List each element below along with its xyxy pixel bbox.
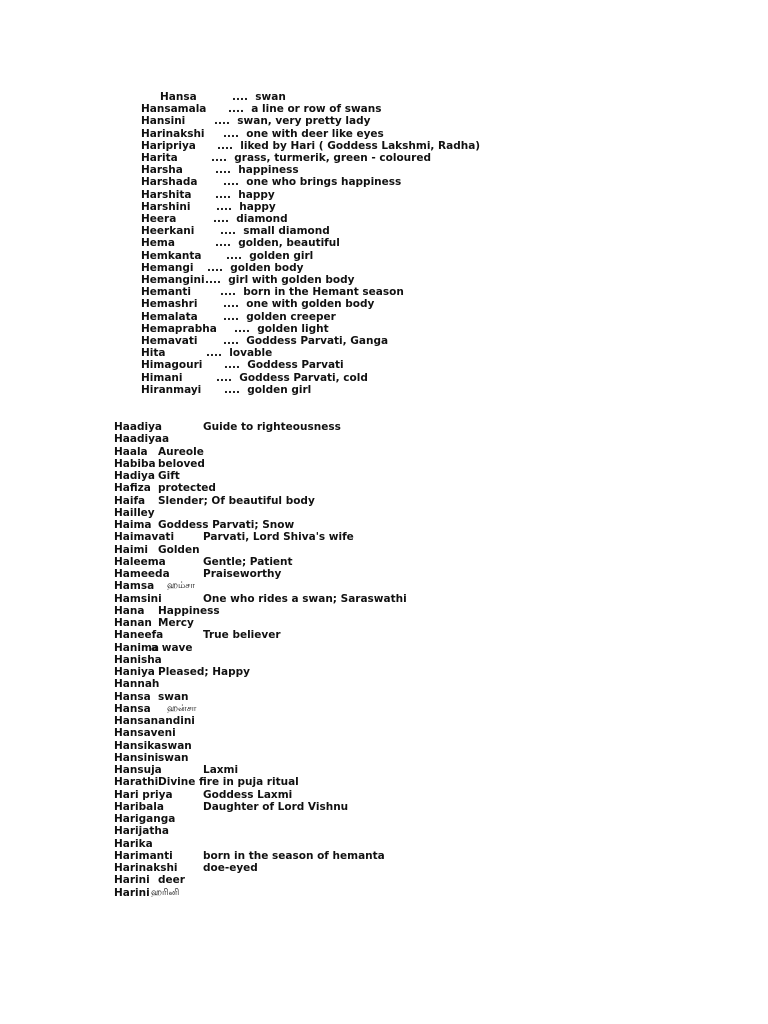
entry-separator: ....: [232, 91, 248, 103]
entry-meaning: [223, 128, 384, 140]
entry-name: Hema: [141, 237, 175, 250]
entry-separator: ....: [216, 371, 232, 384]
entry-meaning: [220, 286, 404, 298]
entry-meaning: Mercy: [158, 617, 194, 629]
entry-meaning: [206, 347, 272, 359]
entry-name: Harini: [114, 886, 150, 899]
entry-meaning: [226, 250, 313, 262]
entry-meaning: swan: [158, 751, 189, 764]
entry-meaning: [216, 372, 368, 384]
entry-name: Hansanandini: [114, 715, 195, 727]
entry-meaning: [214, 115, 370, 127]
entry-separator: ....: [207, 261, 223, 274]
entry-name: Hemangini: [141, 274, 205, 286]
entry-name: Haribala: [114, 800, 164, 813]
entry-meaning-text: swan, very pretty lady: [237, 115, 371, 128]
entry-name: Hansaveni: [114, 727, 176, 740]
entry-meaning: Gentle; Patient: [203, 555, 293, 568]
entry-meaning-text: golden body: [230, 261, 304, 274]
entry-meaning-text: golden, beautiful: [238, 237, 340, 250]
entry-separator: ....: [216, 200, 232, 213]
entry-name: Haadiya: [114, 421, 163, 433]
entry-meaning: Guide to righteousness: [203, 421, 341, 433]
entry-meaning-text: small diamond: [243, 225, 330, 238]
entry-name: Haala: [114, 445, 148, 458]
entry-meaning-text: Goddess Parvati, Ganga: [246, 335, 389, 347]
entry-meaning: One who rides a swan; Saraswathi: [203, 592, 407, 605]
entry-name: Hiranmayi: [141, 383, 202, 396]
entry-separator: ....: [223, 298, 239, 311]
entry-name: Hadiya: [114, 470, 155, 482]
entry-name: Hameeda: [114, 568, 170, 580]
entry-meaning: [223, 176, 401, 188]
entry-name: Himani: [141, 371, 183, 384]
entry-meaning-text: diamond: [236, 213, 288, 225]
entry-name: Haleema: [114, 555, 166, 568]
entry-name: Haripriya: [141, 139, 196, 152]
entry-meaning: [213, 213, 288, 225]
entry-separator: ....: [226, 249, 242, 262]
entry-name: Hemangi: [141, 261, 194, 274]
entry-name: Harinakshi: [114, 862, 178, 874]
entry-name: Haima: [114, 519, 152, 531]
entry-meaning: [217, 140, 480, 152]
entry-meaning: [232, 91, 286, 103]
entry-name: Heerkani: [141, 225, 195, 238]
entry-meaning-text: golden girl: [249, 249, 314, 262]
entry-meaning: Divine fire in puja ritual: [158, 776, 299, 789]
entry-name: Harimanti: [114, 849, 173, 862]
entry-meaning-text: born in the Hemant season: [243, 286, 404, 299]
entry-meaning: Goddess Laxmi: [203, 788, 293, 801]
entry-name: Hemavati: [141, 335, 198, 347]
entry-meaning: [228, 103, 381, 115]
entry-name: Hansamala: [141, 103, 207, 116]
entry-meaning-text: Goddess Parvati: [247, 359, 344, 372]
entry-name: Harinakshi: [141, 127, 205, 140]
entry-name: Hemaprabha: [141, 322, 217, 335]
entry-separator: ....: [215, 188, 231, 201]
entry-name: Harshini: [141, 200, 191, 213]
entry-name: Hana: [114, 604, 145, 617]
entry-separator: ....: [214, 115, 230, 128]
entry-meaning: True believer: [203, 629, 281, 642]
entry-meaning-text: happy: [238, 188, 275, 201]
entry-name: Hemashri: [141, 298, 198, 311]
entry-meaning: ஹம்சா: [167, 581, 195, 592]
entry-separator: ....: [211, 152, 227, 164]
entry-name: Harika: [114, 837, 153, 850]
entry-meaning-text: one who brings happiness: [246, 176, 402, 189]
entry-name: Hanan: [114, 617, 152, 629]
entry-separator: ....: [223, 335, 239, 347]
entry-meaning-text: girl with golden body: [228, 274, 355, 286]
entry-separator: ....: [223, 310, 239, 323]
entry-meaning: [234, 323, 329, 335]
entry-name: Hannah: [114, 678, 160, 691]
entry-meaning: [215, 164, 299, 176]
entry-meaning: [223, 311, 336, 323]
entry-name: Harshita: [141, 188, 192, 201]
entry-meaning: [216, 201, 276, 213]
entry-meaning: doe-eyed: [203, 862, 258, 874]
entry-meaning: a wave: [151, 641, 193, 654]
entry-meaning-text: Goddess Parvati, cold: [239, 371, 368, 384]
entry-name: Haniya: [114, 666, 155, 678]
entry-name: Hanima: [114, 641, 159, 654]
entry-meaning: Daughter of Lord Vishnu: [203, 800, 349, 813]
entry-meaning-text: happy: [239, 200, 276, 213]
entry-separator: ....: [213, 213, 229, 225]
entry-separator: ....: [217, 139, 233, 152]
entry-name: Harshada: [141, 176, 198, 189]
entry-name: Hari priya: [114, 788, 173, 801]
entry-name: Hansini: [114, 751, 159, 764]
entry-name: Hansikaswan: [114, 739, 192, 752]
entry-separator: ....: [223, 127, 239, 140]
entry-name: Hansini: [141, 115, 186, 128]
entry-separator: ....: [215, 237, 231, 250]
entry-name: Harijatha: [114, 825, 169, 838]
entry-name: Hemalata: [141, 310, 198, 323]
entry-separator: ....: [234, 322, 250, 335]
entry-separator: ....: [215, 164, 231, 177]
entry-separator: ....: [220, 225, 236, 238]
entry-meaning: [223, 335, 388, 347]
entry-meaning: [224, 384, 311, 396]
entry-meaning: Slender; Of beautiful body: [158, 494, 315, 507]
entry-meaning: [205, 274, 354, 286]
entry-separator: ....: [223, 176, 239, 189]
entry-meaning: Praiseworthy: [203, 568, 282, 580]
entry-name: Hemkanta: [141, 249, 202, 262]
entry-meaning-text: golden creeper: [246, 310, 336, 323]
entry-meaning-text: grass, turmerik, green - coloured: [234, 152, 431, 164]
entry-meaning: Aureole: [158, 445, 204, 458]
entry-separator: ....: [224, 359, 240, 372]
entry-name: Hansa: [114, 702, 151, 715]
entry-name: Haifa: [114, 494, 146, 507]
entry-meaning: born in the season of hemanta: [203, 849, 385, 862]
entry-name: Haimi: [114, 543, 149, 556]
entry-meaning: Parvati, Lord Shiva's wife: [203, 531, 354, 544]
entry-meaning-text: golden girl: [247, 383, 312, 396]
entry-meaning: deer: [158, 874, 185, 887]
entry-meaning: Laxmi: [203, 764, 239, 776]
entry-name: Hamsini: [114, 592, 162, 605]
entry-meaning: [220, 225, 330, 237]
entry-name: Hamsa: [114, 580, 155, 593]
entry-meaning-text: happiness: [238, 164, 299, 177]
entry-meaning: swan: [158, 690, 189, 703]
entry-name: Hansa: [160, 91, 197, 103]
entry-meaning-text: liked by Hari ( Goddess Lakshmi, Radha): [240, 139, 481, 152]
entry-meaning: [223, 298, 374, 310]
entry-meaning-text: one with deer like eyes: [246, 127, 384, 140]
entry-meaning: ஹன்சா: [167, 703, 197, 714]
entry-separator: ....: [224, 383, 240, 396]
entry-meaning: Golden: [158, 543, 200, 556]
entry-name: Harini: [114, 874, 150, 887]
entry-separator: ....: [220, 286, 236, 299]
entry-name: Haadiyaa: [114, 433, 170, 446]
entry-meaning-text: a line or row of swans: [251, 103, 382, 116]
entry-meaning: ஹரினி: [151, 887, 180, 898]
entry-meaning: Goddess Parvati; Snow: [158, 519, 295, 531]
entry-meaning: [224, 359, 344, 371]
entry-name: Hariganga: [114, 813, 176, 825]
entry-meaning-text: golden light: [257, 322, 329, 335]
entry-name: Hita: [141, 347, 166, 360]
entry-name: Himagouri: [141, 359, 203, 372]
entry-name: Hansuja: [114, 764, 162, 776]
entry-name: Habiba: [114, 457, 156, 470]
entry-meaning: [207, 262, 303, 274]
entry-name: Haneefa: [114, 629, 164, 642]
entry-name: Haimavati: [114, 531, 175, 544]
entry-name: Hemanti: [141, 286, 192, 299]
entry-separator: ....: [228, 103, 244, 116]
entry-separator: ....: [206, 347, 222, 360]
entry-meaning: [211, 152, 431, 164]
entry-meaning: Happiness: [158, 604, 220, 617]
entry-meaning: beloved: [158, 457, 205, 470]
entry-name: Heera: [141, 213, 177, 225]
entry-name: Harita: [141, 152, 178, 164]
entry-meaning-text: one with golden body: [246, 298, 375, 311]
entry-name: Hansa: [114, 690, 151, 703]
entry-name: Hafiza: [114, 482, 151, 495]
entry-name: Hanisha: [114, 653, 162, 666]
entry-name: Harathi: [114, 776, 159, 789]
entry-name: Harsha: [141, 164, 183, 177]
entry-meaning: [215, 237, 340, 249]
entry-meaning-text: swan: [255, 91, 286, 103]
entry-name: Hailley: [114, 506, 155, 519]
entry-meaning: [215, 189, 275, 201]
entry-meaning: protected: [158, 482, 216, 495]
entry-separator: ....: [205, 274, 221, 286]
entry-meaning-text: lovable: [229, 347, 273, 360]
entry-meaning: Pleased; Happy: [158, 666, 250, 678]
entry-meaning: Gift: [158, 470, 180, 482]
